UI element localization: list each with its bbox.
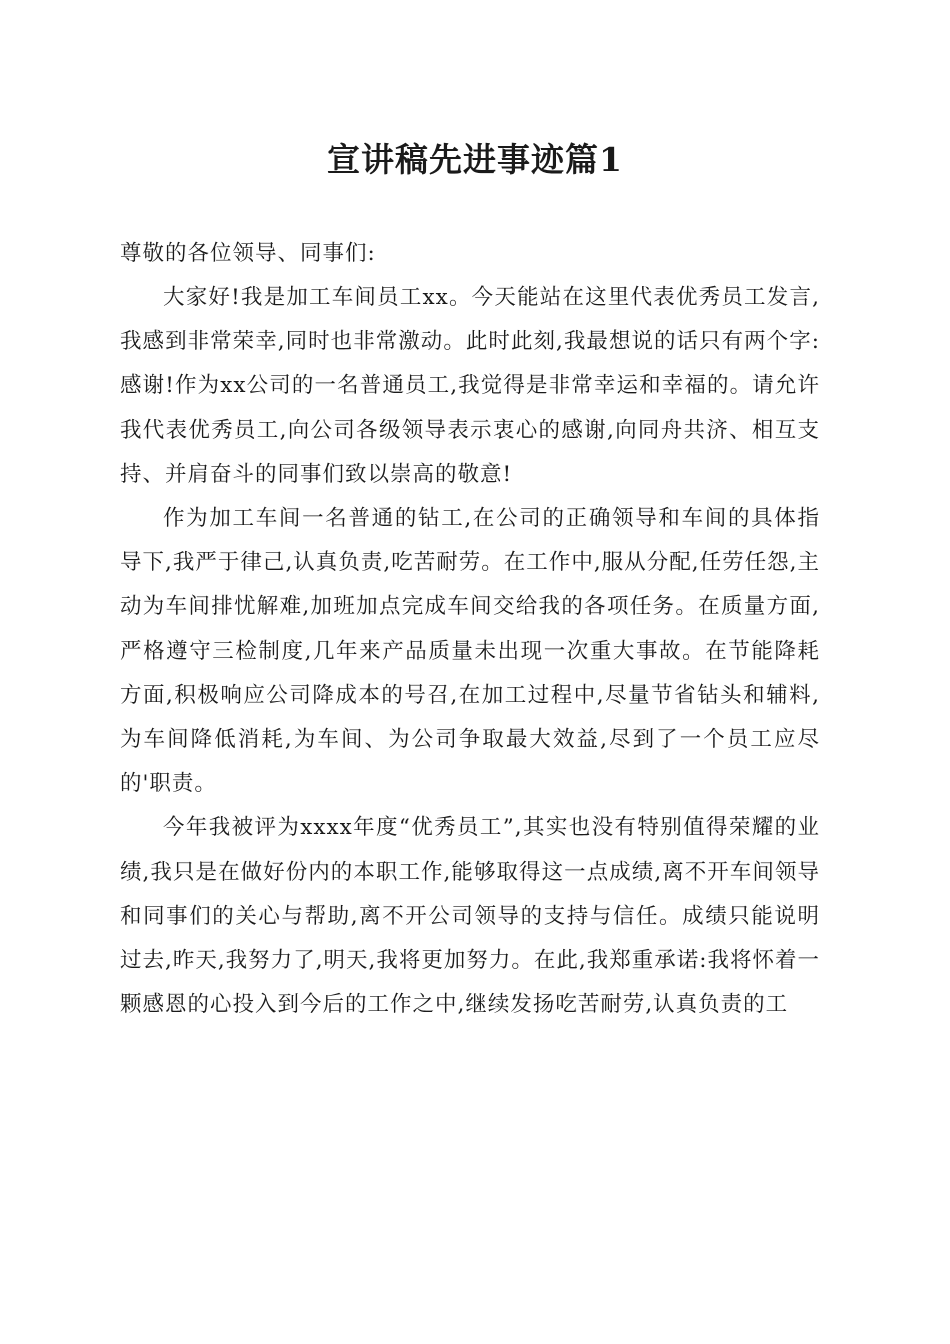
paragraph-1: 大家好!我是加工车间员工xx。今天能站在这里代表优秀员工发言,我感到非常荣幸,同时也非常激动。此时此刻,我最想说的话只有两个字:感谢!作为xx公司的一名普通员工,我觉得是非常幸运和幸福的。请允许我代表优秀员工,向公司各级领导表示衷心的感谢,向同舟共济、相互支持、并肩奋斗的同事们致以崇高的敬意! [120,285,820,487]
page-title: 宣讲稿先进事迹篇1 [327,140,623,179]
paragraph-2: 作为加工车间一名普通的钻工,在公司的正确领导和车间的具体指导下,我严于律己,认真负责,吃苦耐劳。在工作中,服从分配,任劳任怨,主动为车间排忧解难,加班加点完成车间交给我的各项任务。在质量方面,严格遵守三检制度,几年来产品质量未出现一次重大事故。在节能降耗方面,积极响应公司降成本的号召,在加工过程中,尽量节省钻头和辅料,为车间降低消耗,为车间、为公司争取最大效益,尽到了一个员工应尽的'职责。 [120,506,820,797]
paragraph-3: 今年我被评为xxxx年度“优秀员工”,其实也没有特别值得荣耀的业绩,我只是在做好份内的本职工作,能够取得这一点成绩,离不开车间领导和同事们的关心与帮助,离不开公司领导的支持与信任。成绩只能说明过去,昨天,我努力了,明天,我将更加努力。在此,我郑重承诺:我将怀着一颗感恩的心投入到今后的工作之中,继续发扬吃苦耐劳,认真负责的工 [120,815,820,1018]
document-body [120,232,820,1027]
greeting: 尊敬的各位领导、同事们: [120,241,376,266]
